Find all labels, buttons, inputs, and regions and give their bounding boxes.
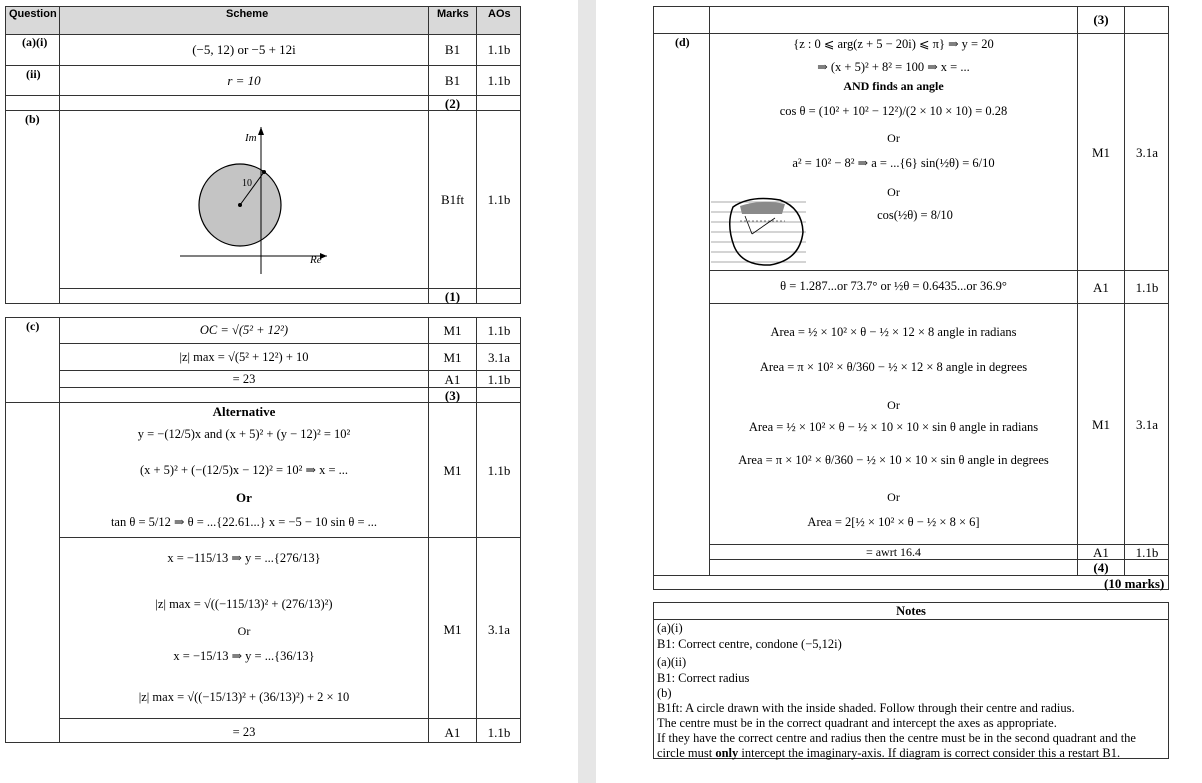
sub-line-1: x = −115/13 ⇒ y = ...{276/13} xyxy=(167,551,321,565)
mark-d1: M1 xyxy=(1091,145,1111,160)
row-divider xyxy=(709,270,1169,271)
question-label-d: (d) xyxy=(675,35,690,49)
mark-aii: B1 xyxy=(444,73,461,88)
scheme-aii: r = 10 xyxy=(227,73,261,88)
row-divider xyxy=(59,370,521,371)
ao-d-a2: 1.1b xyxy=(1135,545,1159,560)
area-1: Area = ½ × 10² × θ − ½ × 12 × 8 angle in radians xyxy=(770,325,1017,339)
mark-c-sub: M1 xyxy=(443,622,462,637)
mark-d2: M1 xyxy=(1091,417,1111,432)
ao-d1: 3.1a xyxy=(1135,145,1159,160)
ao-c-final: 1.1b xyxy=(487,725,511,740)
mark-b: B1ft xyxy=(440,192,465,207)
alt-line-3: tan θ = 5/12 ⇒ θ = ...{22.61...} x = −5 − 10 sin θ = ... xyxy=(110,515,378,529)
note-b-text-3: If they have the correct centre and radius then the centre must be in the second quadrant and the xyxy=(657,731,1136,745)
col-divider xyxy=(653,6,654,589)
axis-label-re: Re xyxy=(310,254,322,266)
ao-c-sub: 3.1a xyxy=(487,622,511,637)
total-d: (4) xyxy=(1093,560,1109,575)
mark-c-alt: M1 xyxy=(443,463,462,478)
axis-label-im: Im xyxy=(245,132,257,144)
row-divider xyxy=(5,65,521,66)
d-theta: θ = 1.287...or 73.7° or ½θ = 0.6435...or 36.9° xyxy=(780,279,1007,293)
d-line-6: cos(½θ) = 8/10 xyxy=(877,208,953,222)
note-aii-label: (a)(ii) xyxy=(657,655,687,669)
d-line-3: AND finds an angle xyxy=(843,79,944,93)
ao-aii: 1.1b xyxy=(487,73,511,88)
row-divider xyxy=(709,303,1169,304)
scheme-ai: (−5, 12) or −5 + 12i xyxy=(192,42,296,57)
row-divider xyxy=(653,6,1169,7)
mark-d-a2: A1 xyxy=(1093,545,1109,560)
row-divider xyxy=(59,718,521,719)
scheme-c-oc: OC = √(5² + 12²) xyxy=(199,323,289,337)
mark-c-final: A1 xyxy=(444,725,461,740)
scheme-c-result: = 23 xyxy=(232,372,256,386)
ao-d2: 3.1a xyxy=(1135,417,1159,432)
notes-title: Notes xyxy=(896,604,926,618)
alt-line-2: (x + 5)² + (−(12/5)x − 12)² = 10² ⇒ x = ... xyxy=(139,463,349,477)
d-or-3: Or xyxy=(887,398,900,412)
col-divider xyxy=(1168,6,1169,589)
note-b-text-4: circle must only intercept the imaginary-axis. If diagram is correct consider this a restart B1. xyxy=(657,746,1121,760)
alternative-heading: Alternative xyxy=(212,404,276,419)
alt-line-1: y = −(12/5)x and (x + 5)² + (y − 12)² = 10² xyxy=(137,427,351,441)
ao-b: 1.1b xyxy=(487,192,511,207)
row-divider xyxy=(59,343,521,344)
ao-c-alt: 1.1b xyxy=(487,463,511,478)
sub-line-4: |z| max = √((−15/13)² + (36/13)²) + 2 × 10 xyxy=(138,690,350,704)
total-a: (2) xyxy=(444,96,461,111)
header-scheme: Scheme xyxy=(226,8,269,20)
mark-c1: M1 xyxy=(443,323,462,338)
d-awrt: = awrt 16.4 xyxy=(865,545,922,559)
area-3: Area = ½ × 10² × θ − ½ × 10 × 10 × sin θ angle in radians xyxy=(748,420,1039,434)
final-result: = 23 xyxy=(232,725,256,739)
row-divider xyxy=(59,537,521,538)
note-b-label: (b) xyxy=(657,686,672,700)
header-aos: AOs xyxy=(488,8,511,20)
area-2: Area = π × 10² × θ/360 − ½ × 12 × 8 angle in degrees xyxy=(759,360,1028,374)
note-aii-text: B1: Correct radius xyxy=(657,671,750,685)
note-ai-label: (a)(i) xyxy=(657,621,683,635)
area-4: Area = π × 10² × θ/360 − ½ × 10 × 10 × sin θ angle in degrees xyxy=(738,453,1049,467)
row-divider xyxy=(653,33,1169,34)
sub-or: Or xyxy=(237,624,251,638)
ao-d-a1: 1.1b xyxy=(1135,280,1159,295)
prev-total: (3) xyxy=(1093,12,1109,27)
ao-ai: 1.1b xyxy=(487,42,511,57)
row-divider xyxy=(5,34,521,35)
mark-ai: B1 xyxy=(444,42,461,57)
alt-or: Or xyxy=(236,490,252,505)
d-or-1: Or xyxy=(887,131,900,145)
d-or-4: Or xyxy=(887,490,900,504)
sub-line-2: |z| max = √((−115/13)² + (276/13)²) xyxy=(155,597,333,611)
mark-c3: A1 xyxy=(444,372,461,387)
d-line-2: ⇒ (x + 5)² + 8² = 100 ⇒ x = ... xyxy=(817,60,970,74)
mark-c2: M1 xyxy=(443,350,462,365)
d-line-1: {z : 0 ⩽ arg(z + 5 − 20i) ⩽ π} ⇒ y = 20 xyxy=(793,37,994,51)
notes-divider xyxy=(653,619,1169,620)
note-b-text-2: The centre must be in the correct quadrant and intercept the axes as appropriate. xyxy=(657,716,1057,730)
ao-c3: 1.1b xyxy=(487,372,511,387)
question-label-c: (c) xyxy=(26,319,40,333)
note-ai-text: B1: Correct centre, condone (−5,12i) xyxy=(657,637,842,651)
total-b: (1) xyxy=(444,289,461,304)
row-divider xyxy=(653,589,1169,590)
question-label-b: (b) xyxy=(25,112,40,126)
ao-c1: 1.1b xyxy=(487,323,511,338)
page-gutter xyxy=(578,0,596,783)
question-label-aii: (ii) xyxy=(26,67,41,81)
note-b-text-1: B1ft: A circle drawn with the inside shaded. Follow through their centre and radius. xyxy=(657,701,1075,715)
sketch-figure xyxy=(0,0,1,1)
header-marks: Marks xyxy=(437,8,469,20)
header-question: Question xyxy=(9,8,57,20)
total-c: (3) xyxy=(444,388,461,403)
scheme-c-zmax: |z| max = √(5² + 12²) + 10 xyxy=(179,350,309,364)
d-line-5: a² = 10² − 8² ⇒ a = ...{6} sin(½θ) = 6/10 xyxy=(792,156,995,170)
sub-line-3: x = −15/13 ⇒ y = ...{36/13} xyxy=(173,649,315,663)
ao-c2: 3.1a xyxy=(487,350,511,365)
d-line-4: cos θ = (10² + 10² − 12²)/(2 × 10 × 10) = 0.28 xyxy=(779,104,1008,118)
ten-marks: (10 marks) xyxy=(1104,576,1165,591)
question-label-ai: (a)(i) xyxy=(22,35,48,49)
radius-label: 10 xyxy=(242,178,252,189)
d-or-2: Or xyxy=(887,185,900,199)
mark-d-a1: A1 xyxy=(1093,280,1109,295)
area-5: Area = 2[½ × 10² × θ − ½ × 8 × 6] xyxy=(807,515,980,529)
